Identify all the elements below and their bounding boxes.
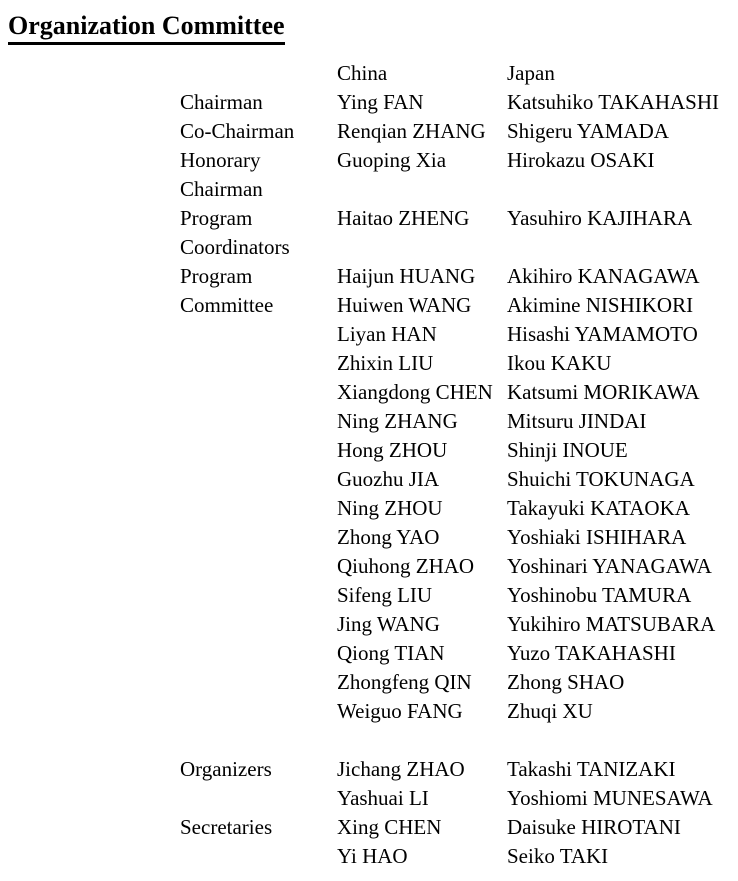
member-name-china: Weiguo FANG bbox=[337, 699, 463, 723]
member-row bbox=[337, 146, 738, 175]
member-name-japan: Akihiro KANAGAWA bbox=[507, 264, 700, 288]
member-name-china: Hong ZHOU bbox=[337, 438, 448, 462]
column-header-china: China bbox=[337, 61, 388, 85]
member-name-japan: Takayuki KATAOKA bbox=[507, 496, 690, 520]
member-name-japan: Daisuke HIROTANI bbox=[507, 815, 681, 839]
member-name-japan: Ikou KAKU bbox=[507, 351, 612, 375]
role-label-line: Organizers bbox=[180, 757, 272, 781]
member-name-china: Huiwen WANG bbox=[337, 293, 472, 317]
role-label-line: Coordinators bbox=[180, 235, 290, 259]
role-label-line: Committee bbox=[180, 293, 274, 317]
role-label bbox=[180, 204, 337, 262]
member-name-japan: Yoshiomi MUNESAWA bbox=[507, 786, 713, 810]
member-row bbox=[337, 407, 738, 436]
role-label bbox=[180, 117, 337, 146]
member-name-japan: Shinji INOUE bbox=[507, 438, 628, 462]
member-name-china: Jing WANG bbox=[337, 612, 440, 636]
member-name-japan: Yukihiro MATSUBARA bbox=[507, 612, 716, 636]
member-name-japan: Yoshiaki ISHIHARA bbox=[507, 525, 687, 549]
member-name-japan: Hisashi YAMAMOTO bbox=[507, 322, 698, 346]
member-row bbox=[337, 465, 738, 494]
member-row bbox=[337, 88, 738, 117]
member-name-china: Sifeng LIU bbox=[337, 583, 433, 607]
member-row bbox=[337, 581, 738, 610]
role-label-line: Chairman bbox=[180, 90, 263, 114]
page-title-text: Organization Committee bbox=[8, 10, 285, 45]
member-row bbox=[337, 552, 738, 581]
member-name-china: Ying FAN bbox=[337, 90, 424, 114]
member-name-japan: Hirokazu OSAKI bbox=[507, 148, 655, 172]
member-name-japan: Mitsuru JINDAI bbox=[507, 409, 647, 433]
member-name-china: Qiuhong ZHAO bbox=[337, 554, 475, 578]
committee-section bbox=[180, 146, 738, 204]
member-row bbox=[337, 494, 738, 523]
member-row bbox=[337, 639, 738, 668]
member-list bbox=[337, 204, 738, 233]
role-label bbox=[180, 755, 337, 784]
member-row bbox=[337, 842, 738, 871]
member-list bbox=[337, 146, 738, 175]
role-label-line: Co-Chairman bbox=[180, 119, 295, 143]
member-name-china: Xiangdong CHEN bbox=[337, 380, 493, 404]
member-row bbox=[337, 813, 738, 842]
member-name-japan: Zhong SHAO bbox=[507, 670, 625, 694]
member-name-china: Haitao ZHENG bbox=[337, 206, 470, 230]
committee-table bbox=[180, 59, 738, 871]
member-name-china: Xing CHEN bbox=[337, 815, 442, 839]
member-name-china: Yi HAO bbox=[337, 844, 408, 868]
member-row bbox=[337, 320, 738, 349]
role-label bbox=[180, 813, 337, 842]
member-row bbox=[337, 784, 738, 813]
role-label-line: Chairman bbox=[180, 177, 263, 201]
member-row bbox=[337, 262, 738, 291]
member-row bbox=[337, 755, 738, 784]
member-list bbox=[337, 755, 738, 813]
member-row bbox=[337, 117, 738, 146]
member-name-china: Guoping Xia bbox=[337, 148, 447, 172]
member-name-japan: Seiko TAKI bbox=[507, 844, 609, 868]
member-row bbox=[337, 668, 738, 697]
member-name-china: Jichang ZHAO bbox=[337, 757, 465, 781]
member-name-china: Haijun HUANG bbox=[337, 264, 476, 288]
role-label bbox=[180, 146, 337, 204]
member-list bbox=[337, 262, 738, 726]
committee-section bbox=[180, 755, 738, 813]
committee-section bbox=[180, 88, 738, 117]
committee-sections bbox=[180, 88, 738, 871]
member-name-japan: Yuzo TAKAHASHI bbox=[507, 641, 676, 665]
committee-section bbox=[180, 204, 738, 262]
member-name-china: Ning ZHANG bbox=[337, 409, 458, 433]
member-name-china: Zhong YAO bbox=[337, 525, 440, 549]
table-header-row bbox=[180, 59, 738, 88]
member-name-china: Yashuai LI bbox=[337, 786, 429, 810]
member-name-japan: Takashi TANIZAKI bbox=[507, 757, 676, 781]
role-label bbox=[180, 88, 337, 117]
member-name-japan: Yoshinobu TAMURA bbox=[507, 583, 692, 607]
member-row bbox=[337, 610, 738, 639]
member-list bbox=[337, 117, 738, 146]
column-header-japan: Japan bbox=[507, 61, 555, 85]
member-row bbox=[337, 436, 738, 465]
member-name-china: Guozhu JIA bbox=[337, 467, 440, 491]
member-name-china: Renqian ZHANG bbox=[337, 119, 486, 143]
member-name-japan: Shigeru YAMADA bbox=[507, 119, 669, 143]
member-row bbox=[337, 204, 738, 233]
member-row bbox=[337, 349, 738, 378]
member-name-japan: Shuichi TOKUNAGA bbox=[507, 467, 695, 491]
role-label bbox=[180, 262, 337, 320]
member-row bbox=[337, 378, 738, 407]
member-name-japan: Yasuhiro KAJIHARA bbox=[507, 206, 693, 230]
member-name-china: Ning ZHOU bbox=[337, 496, 443, 520]
member-name-china: Liyan HAN bbox=[337, 322, 437, 346]
member-name-china: Zhixin LIU bbox=[337, 351, 434, 375]
member-list bbox=[337, 813, 738, 871]
page-title bbox=[8, 10, 738, 45]
member-row bbox=[337, 697, 738, 726]
member-name-china: Qiong TIAN bbox=[337, 641, 445, 665]
member-list bbox=[337, 88, 738, 117]
role-label-line: Program bbox=[180, 264, 253, 288]
committee-section bbox=[180, 117, 738, 146]
member-name-china: Zhongfeng QIN bbox=[337, 670, 472, 694]
committee-section bbox=[180, 262, 738, 726]
member-row bbox=[337, 523, 738, 552]
role-label-line: Honorary bbox=[180, 148, 261, 172]
member-row bbox=[337, 291, 738, 320]
committee-section bbox=[180, 813, 738, 871]
member-name-japan: Zhuqi XU bbox=[507, 699, 593, 723]
member-name-japan: Katsumi MORIKAWA bbox=[507, 380, 700, 404]
member-name-japan: Akimine NISHIKORI bbox=[507, 293, 694, 317]
role-label-line: Secretaries bbox=[180, 815, 273, 839]
role-label-line: Program bbox=[180, 206, 253, 230]
member-name-japan: Katsuhiko TAKAHASHI bbox=[507, 90, 720, 114]
member-name-japan: Yoshinari YANAGAWA bbox=[507, 554, 712, 578]
